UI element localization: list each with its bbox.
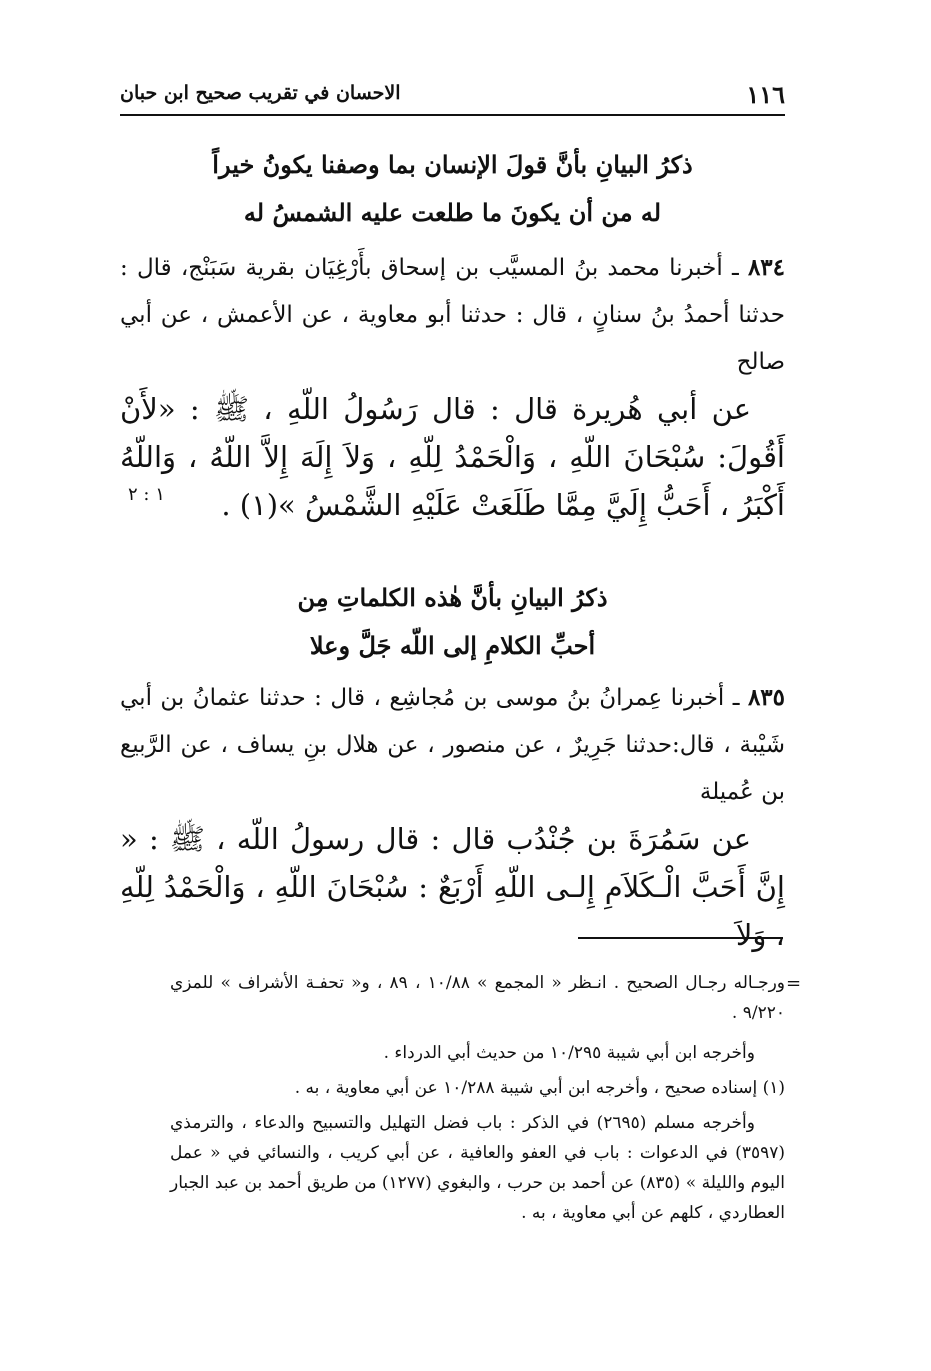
matn-text: عن سَمُرَةَ بن جُنْدُب قال : قال رسولُ اللّه ، ﷺ : « إِنَّ أَحَبَّ الْـكَلاَمِ إِلـى اللّهِ أَرْبَعٌ : سُبْحَانَ اللّهِ ، وَالْحَمْدُ لِلّهِ ، وَلاَ — [120, 822, 785, 952]
footnote-line: ورجـاله رجـال الصحيح . انـظر « المجمع » ١٠/٨٨ ، ٨٩ ، و« تحفـة الأشراف » للمزي ٩/٢٢٠ . — [170, 973, 785, 1023]
hadith-matn — [120, 385, 785, 529]
section-title-line: له من أن يكونَ ما طلعت عليه الشمسُ له — [243, 198, 662, 227]
footnote-rule — [578, 937, 783, 939]
hadith-number: ٨٣٤ — [747, 254, 785, 281]
page-number: ١١٦ — [746, 80, 785, 109]
header-rule — [120, 114, 785, 116]
footnote-line: وأخرجه ابن أبي شيبة ١٠/٢٩٥ من حديث أبي الدرداء . — [383, 1043, 755, 1063]
hadith-number: ٨٣٥ — [747, 684, 786, 711]
footnote-line: وأخرجه مسلم (٢٦٩٥) في الذكر : باب فضل التهليل والتسبيح والدعاء ، والترمذي (٣٥٩٧) في الدعوات : باب في العفو والعافية ، عن أبي كريب ، والنسائي في « عمل اليوم والليلة » (٨٣٥) عن أحمد بن حرب ، والبغوي (١٢٧٧) من طريق أحمد بن عبد الجبار العطاردي ، كلهم عن أبي معاوية ، به . — [170, 1113, 785, 1223]
isnad-text: ـ أخبرنا محمد بنُ المسيَّب بن إسحاق بأَرْغِيَان بقرية سَبَنْج، قال : حدثنا أحمدُ بنُ سنانٍ ، قال : حدثنا أبو معاوية ، عن الأعمش ، عن أبي صالح — [120, 255, 785, 375]
running-title: الاحسان في تقريب صحيح ابن حبان — [120, 82, 401, 104]
section-title — [120, 141, 785, 237]
page-header — [120, 78, 785, 110]
section-title-line: أحبِّ الكلامِ إلى اللّه جَلَّ وعلا — [309, 631, 596, 660]
section-title-line: ذكرُ البيانِ بأنَّ قولَ الإنسان بما وصفنا يكونُ خيراً — [212, 150, 693, 179]
hadith-isnad — [120, 674, 785, 816]
section-title — [120, 574, 785, 670]
footnote-line: (١) إسناده صحيح ، وأخرجه ابن أبي شيبة ١٠/٢٨٨ عن أبي معاوية ، به . — [294, 1078, 785, 1098]
hadith-reference: ١ : ٢ — [128, 484, 165, 505]
footnote-continuation-mark: = — [786, 973, 802, 994]
matn-text: عن أبي هُريرة قال : قال رَسُولُ اللّهِ ، ﷺ : «لأَنْ أَقُولَ: سُبْحَانَ اللّهِ ، وَالْحَمْدُ لِلّهِ ، وَلاَ إِلَهَ إِلاَّ اللّهُ ، وَاللّهُ أَكْبَرُ ، أَحَبُّ إِلَيَّ مِمَّا طَلَعَتْ عَلَيْهِ الشَّمْسُ »(١) . — [120, 392, 785, 522]
isnad-text: ـ أخبرنا عِمرانُ بنُ موسى بن مُجاشِع ، قال : حدثنا عثمانُ بن أبي شَيْبة ، قال:حدثنا جَرِيرٌ ، عن منصور ، عن هلال بنِ يساف ، عن الرَّبيع بن عُميلة — [120, 685, 785, 805]
hadith-isnad — [120, 244, 785, 386]
section-title-line: ذكرُ البيانِ بأنَّ هٰذه الكلماتِ مِن — [297, 583, 608, 612]
